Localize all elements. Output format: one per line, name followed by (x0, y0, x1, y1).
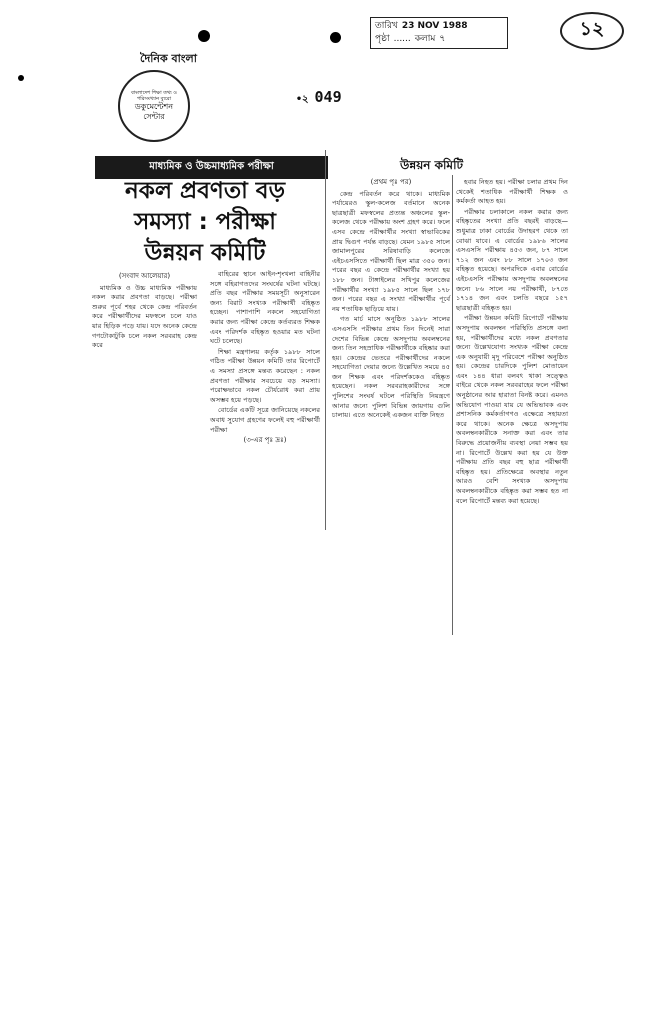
date-stamp: তারিখ 23 NOV 1988 পৃষ্ঠা ...... কলাম ৭ (370, 17, 508, 49)
date-label: তারিখ (375, 21, 398, 31)
newspaper-name: দৈনিক বাংলা (140, 52, 197, 65)
punch-hole-top-right (330, 32, 341, 43)
handwritten-page-number (560, 12, 624, 50)
headline-line-1: নকল প্রবণতা বড় (125, 178, 285, 204)
library-seal (118, 70, 190, 142)
article-banner: মাধ্যমিক ও উচ্চমাধ্যমিক পরীক্ষা (95, 156, 328, 179)
paragraph: পরীক্ষা উন্নয়ন কমিটি রিপোর্টে পরীক্ষায় অসদুপায় অবলম্বন পরিস্থিতি প্রসঙ্গে বলা হয়, পরীক্ষার্থীদের মধ্যে নকল প্রবণতার জন্যে উল্লেখযোগ্য সংখ্যক পরীক্ষা কেন্দ্রে এক অনুযায়ী মৃদু পরিবেশে পরীক্ষা অনুষ্ঠিত হয়। কেন্দ্রের চারদিকে পুলিশ মোতায়েন এবং ১৪৪ ধারা বলবৎ থাকা সত্ত্বেও বাইরে থেকে নকল সরবরাহের ফলে পরীক্ষা অনুষ্ঠানের আর হারাতা বিনষ্ট করে। এমনও অভিযোগ পাওয়া যায় যে অভিভাবক এবং প্রশাসনিক কর্মকর্তাগণও এক্ষেত্রে সহায়তা করে থাকে। অনেক ক্ষেত্রে অসদুপায় অবলম্বনকারীকে সনাক্ত করা এবং তার বিরুদ্ধে প্রয়োজনীয় ব্যবস্থা নেয়া সম্ভব হয় না। রিপোর্টে উল্লেখ করা হয় যে উক্ত পরীক্ষায় প্রতি বছর বহু ছাত্র পরীক্ষার্থী বহিষ্কৃত হয়। প্রতিক্ষেত্রে অবস্থার নতুন আরও বেশি সংখ্যক অসদুপায় অবলম্বনকারীকে বহিষ্কৃত করা সম্ভব হত না বলে রিপোর্টে মন্তব্য করা হয়েছে। (456, 314, 568, 505)
byline: (সংবাদ আলেয়ার) (118, 272, 171, 280)
article-column-2 (210, 270, 320, 450)
continuation-title: উন্নয়ন কমিটি (400, 158, 464, 172)
article-column-1 (92, 272, 197, 352)
article-column-3 (332, 178, 450, 422)
column-divider (325, 150, 326, 530)
paragraph: বোর্ডের একটি সূত্রে জানিয়েছে নকলের অবাধ সুযোগ গ্রহণের ফলেই বহু পরীক্ষার্থী পরীক্ষা (210, 406, 320, 434)
punch-hole-top (198, 30, 210, 42)
date-value: 23 NOV 1988 (401, 21, 468, 31)
column-value: ৭ (439, 34, 446, 44)
punch-hole-left (18, 75, 24, 81)
headline-line-3: উন্নয়ন কমিটি (144, 240, 266, 266)
page-label: পৃষ্ঠা (375, 34, 390, 44)
article-headline (100, 176, 310, 269)
seal-center-line2: সেন্টার (143, 112, 165, 121)
paragraph: শিক্ষা মন্ত্রণালয় কর্তৃক ১৯৮৮ সালে গঠিত পরীক্ষা উন্নয়ন কমিটি তার রিপোর্টে এ সমস্যা প্রসঙ্গে মন্তব্য করেছেন : নকল প্রবণতা পরীক্ষার সবচেয়ে বড় সমস্যা। পরোক্ষভাবে নকল চৌর্যরোধ করা প্রায় অসম্ভব হয়ে পড়ছে। (210, 347, 320, 404)
column-label: কলাম (414, 34, 436, 44)
paragraph: কেন্দ্র পরিবর্তন করে থাকে। মাধ্যমিক পর্যায়েরও স্কুল-কলেজ বর্তমানে অনেক ছাত্রছাত্রী মফস্বলের প্রত্যন্ত অঞ্চলের স্কুল-কলেজ থেকে পরীক্ষায় অংশ গ্রহণ করে। ফলে এসব কেন্দ্রে পরীক্ষার্থীর সংখ্যা স্বাভাবিকের প্রায় দ্বিগুণ পর্যন্ত বাড়ছে। যেমন ১৯৮৫ সালে জামালপুরের সরিষাবাড়ি কলেজে এইচএসসিতে পরীক্ষার্থী ছিল মাত্র ৩৫০ জন। পরের বছর এ কেন্দ্রে পরীক্ষার্থীর সংখ্যা হয় ১৮৮ জন। টাঙ্গাইলের সখিপুর কলেজের পরীক্ষার্থীর সংখ্যা ১৯৮৫ সালে ছিল ১৭৮ জন। পরের বছর এ সংখ্যা পরীক্ষার্থীর পূর্বে নয় শতাধিক ছাড়িয়ে যায়। (332, 189, 450, 313)
from-page-note: (প্রথম পৃঃ পর) (370, 178, 412, 186)
article-column-4 (456, 178, 568, 507)
paragraph: হবার নিহত হয়। পরীক্ষা চলার প্রথম দিন থেকেই শতাধিক পরীক্ষার্থী শিক্ষক ও কর্মকর্তা আহত হয়। (456, 178, 568, 206)
handwritten-number-text: ১২ (579, 18, 605, 40)
clipping-number: •২ 049 (296, 88, 342, 106)
headline-line-2: সমস্যা : পরীক্ষা (134, 209, 276, 235)
seal-ring-text: বাংলাদেশ শিক্ষা তথ্য ও পরিসংখ্যান ব্যুরো (131, 90, 177, 102)
paragraph: বাহিরের স্থানে আইন-শৃংখলা বাহিনীর সঙ্গে বহিরাগতদের সংঘর্ষের ঘটনা ঘটছে। প্রতি বছর পরীক্ষার সময়সূচী অনুসারেন জন্য বিরাট সংখ্যক পরীক্ষার্থী বহিষ্কৃত হচ্ছেন। পাশাপাশি নকলে সহযোগিতা করার জন্য পরীক্ষা কেন্দ্রে কর্তব্যরত শিক্ষক এবং পরিদর্শক বহিষ্কৃত হওয়ার মত ঘটনা ঘটে চলেছে। (210, 270, 320, 346)
paragraph: মাধ্যমিক ও উচ্চ মাধ্যমিক পরীক্ষায় নকল করার প্রবণতা বাড়ছে। পরীক্ষা শুরুর পূর্বে শহর থেকে কেন্দ্র পরিবর্তন করে পরীক্ষার্থীদের মফস্বলে চলে যাও য়ার হিড়িক পড়ে যায়। যদে অনেক কেন্দ্রে গণটোকাটুকি চলে নকল সরবরাহ কেন্দ্র করে (92, 283, 197, 350)
paragraph: গত মার্চ মাসে অনুষ্ঠিত ১৯৮৮ সালের এসএসসি পরীক্ষার প্রথম তিন দিনেই সারা দেশের বিভিন্ন কেন্দ্রে অসদুপায় অবলম্বনের জন্য তিন সহস্রাধিক পরীক্ষার্থীকে বহিষ্কার করা হয়। কেন্দ্রের ভেতরে পরীক্ষার্থীদের নকলে সহযোগিতা দেয়ার জন্যে উল্লেখিত সময়ে ৪৫ জন শিক্ষক এবং পরিদর্শককেও বহিষ্কৃত হয়েছেন। নকল সরবরাহকারীদের সঙ্গে পুলিশের সংঘর্ষ ঘটলে পরিস্থিতি নিয়ন্ত্রণে আনার জন্যে পুলিশ বিভিন্ন জায়গায় গুলি চালায়। এতে অনেকেই একজন ব্যক্তি নিহত (332, 315, 450, 420)
continued-note: (৩-এর পৃঃ দ্রঃ) (243, 436, 287, 445)
column-divider (452, 175, 453, 635)
paragraph: পরীক্ষার চলাকালে নকল করার জন্য বহিষ্কৃতের সংখ্যা প্রতি বছরই বাড়ছে—শুধুমাত্র ঢাকা বোর্ডের উদাহরণ থেকে তা বোঝা যাবে। এ বোর্ডের ১৯৮৬ সালের এসএসসি পরীক্ষায় ৪৫৩ জন, ৮৭ সালে ৭১২ জন এবং ৮৮ সালে ১৭০৩ জন বহিষ্কৃত হয়েছে। অপরদিকে এবার বোর্ডের এইচএসসি পরীক্ষায় অসদুপায় অবলম্বনের জন্যে ৮৬ সালে নয় পরীক্ষার্থী, ৮৭তে ১৭১৪ জন এবং চলতি বছরে ১৫৭ ছাত্রছাত্রী বহিষ্কৃত হয়। (456, 207, 568, 312)
seal-center-line1: ডকুমেন্টেশন (134, 102, 174, 111)
clipping-number-text: 049 (314, 88, 342, 106)
